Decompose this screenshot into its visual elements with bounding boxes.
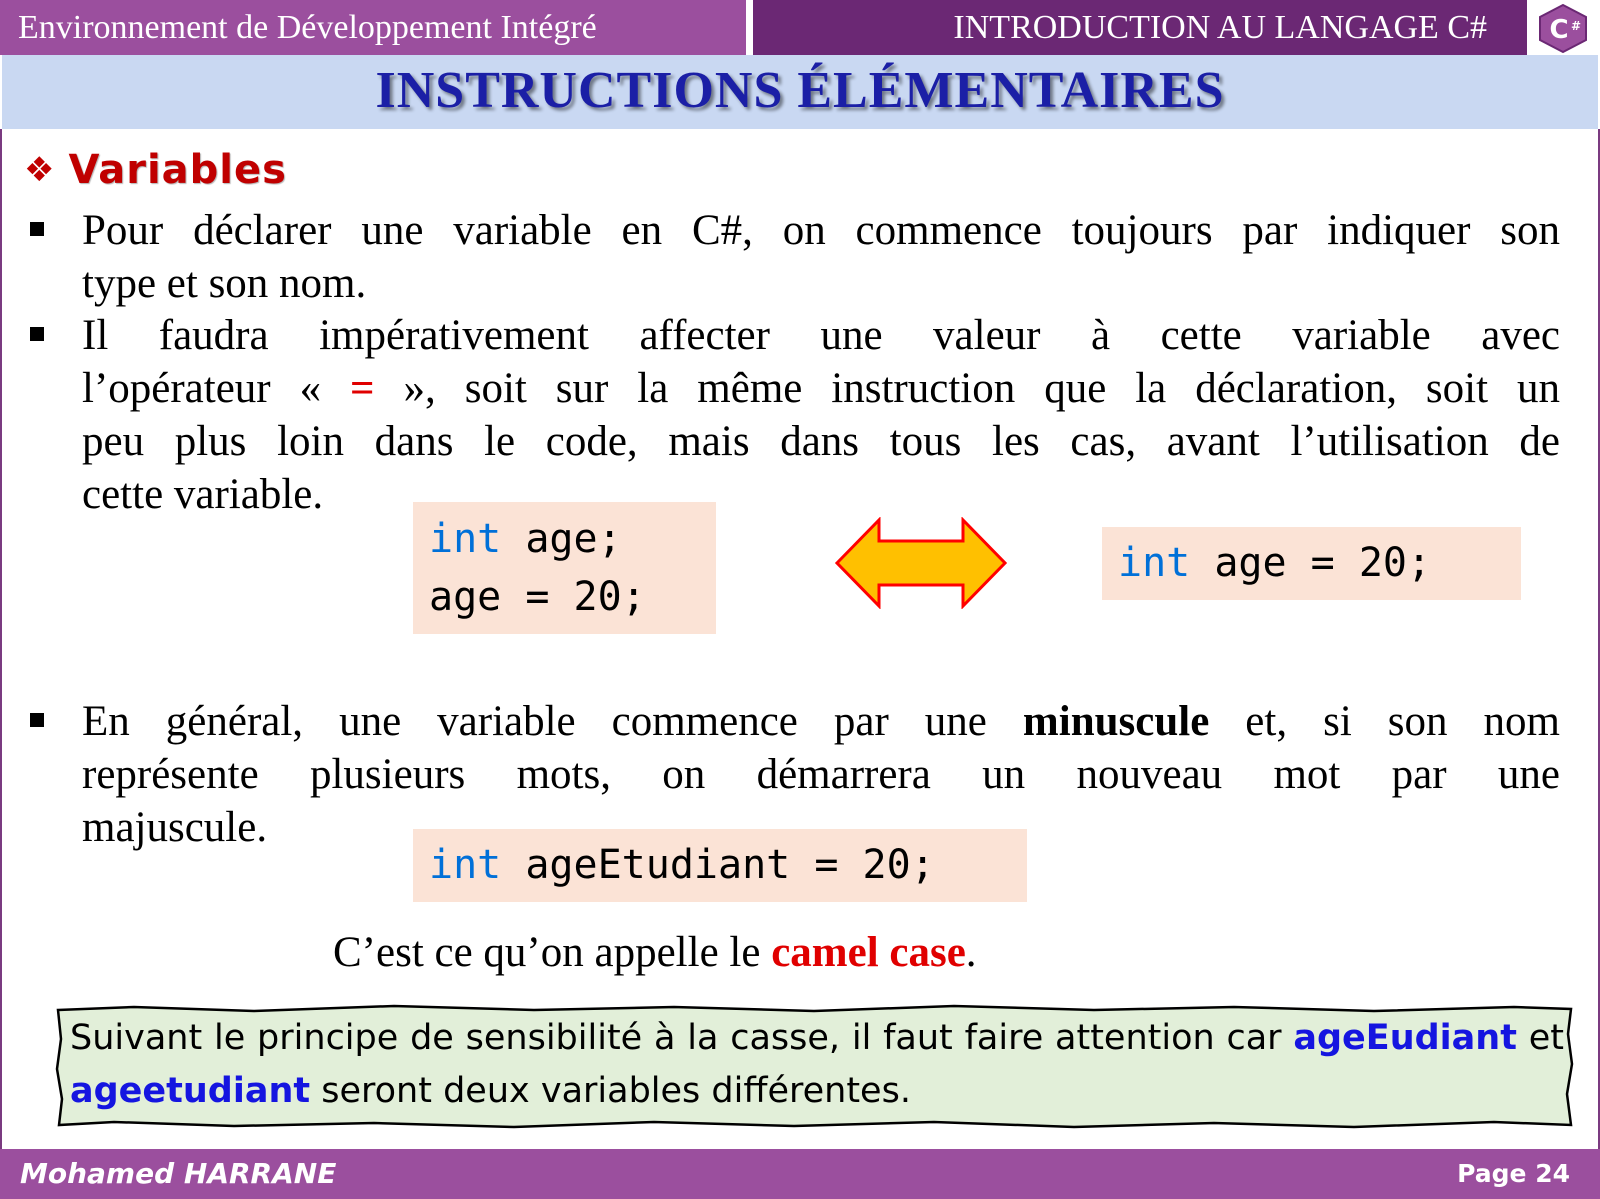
bullet-2-line-3: peu plus loin dans le code, mais dans tous les cas, avant l’utilisation de <box>82 418 1560 465</box>
footer-author: Mohamed HARRANE <box>20 1157 337 1190</box>
code-keyword: int <box>429 516 502 562</box>
bullet-3-line-1-start: En général, une variable commence par une <box>82 698 1023 745</box>
csharp-logo-icon <box>1532 2 1594 54</box>
bullet-2-line-2 <box>82 362 1560 415</box>
course-subtitle: INTRODUCTION AU LANGAGE C# <box>753 0 1527 55</box>
code-keyword: int <box>1118 540 1191 586</box>
note-text-2: et <box>1516 1018 1564 1058</box>
bullet-2-text <box>82 309 1560 521</box>
code-text: age = 20; <box>1190 540 1432 586</box>
bullet-2-line-4: cette variable. <box>82 471 324 518</box>
square-bullet-icon <box>30 713 44 727</box>
bullet-3-line-2: représente plusieurs mots, on démarrera un nouveau mot par une <box>82 751 1560 798</box>
note-variable-1: ageEudiant <box>1293 1018 1517 1058</box>
bullet-2-line-1: Il faudra impérativement affecter une valeur à cette variable avec <box>82 312 1560 359</box>
header-separator <box>746 0 753 55</box>
code-keyword: int <box>429 842 502 888</box>
camel-case-sentence <box>333 926 977 979</box>
bullet-1-line-1: Pour déclarer une variable en C#, on commence toujours par indiquer son <box>82 207 1560 254</box>
note-text-3: seront deux variables différentes. <box>310 1071 911 1111</box>
bullet-3-line-3: majuscule. <box>82 804 268 851</box>
svg-text:#: # <box>1570 19 1582 33</box>
code-block-camelcase <box>413 829 1027 902</box>
bullet-1-text <box>82 204 1560 310</box>
note-variable-2: ageetudiant <box>70 1071 311 1111</box>
frame-left-border <box>0 129 2 1149</box>
page-number: Page 24 <box>1457 1159 1570 1188</box>
bullet-3-bold-word: minuscule <box>1022 698 1210 745</box>
code-text: age; <box>501 516 622 562</box>
course-title: Environnement de Développement Intégré <box>0 0 752 55</box>
square-bullet-icon <box>30 222 44 236</box>
svg-text:C: C <box>1549 15 1569 45</box>
code-line-declare <box>429 510 716 568</box>
code-text: ageEtudiant = 20; <box>501 842 935 888</box>
code-block-combined <box>1102 527 1521 600</box>
double-arrow-icon <box>835 517 1007 609</box>
bullet-3-line-1-end: et, si son nom <box>1209 698 1560 745</box>
note-text <box>70 1012 1564 1118</box>
bullet-2-line-2-start: l’opérateur « <box>82 365 351 412</box>
camel-text-before: C’est ce qu’on appelle le <box>333 929 772 976</box>
camel-case-term: camel case <box>771 929 966 976</box>
diamond-bullet-icon: ❖ <box>24 150 55 190</box>
bullet-3-line-1 <box>82 695 1560 748</box>
code-block-declaration <box>413 502 716 634</box>
section-heading <box>24 144 287 196</box>
note-text-1: Suivant le principe de sensibilité à la casse, il faut faire attention car <box>70 1018 1294 1058</box>
square-bullet-icon <box>30 327 44 341</box>
bullet-1-line-2: type et son nom. <box>82 260 367 307</box>
assignment-operator: = <box>350 365 375 412</box>
code-line-assign: age = 20; <box>429 574 646 620</box>
camel-text-after: . <box>965 929 977 976</box>
bullet-2-line-2-end: », soit sur la même instruction que la déclaration, soit un <box>374 365 1561 412</box>
slide-title: INSTRUCTIONS ÉLÉMENTAIRES <box>375 62 1225 119</box>
section-title: Variables <box>68 147 287 193</box>
footer-bar <box>0 1149 1600 1199</box>
